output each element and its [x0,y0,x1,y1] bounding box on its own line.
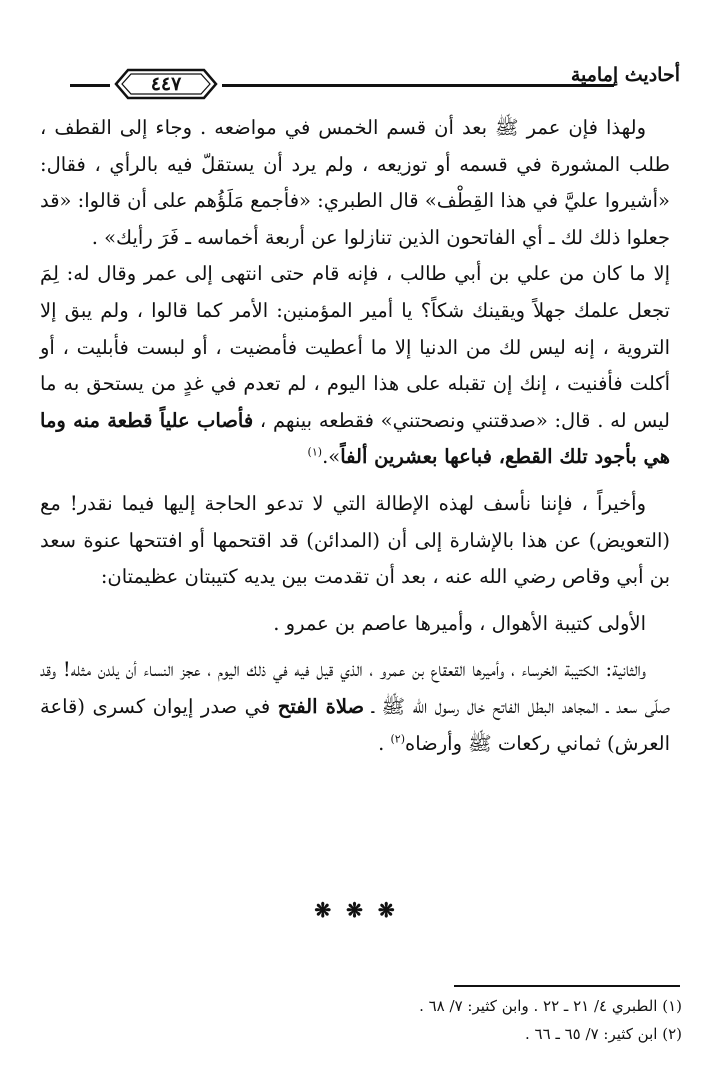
page-header [50,54,680,94]
paragraph-2-end: ». [322,445,341,469]
paragraph-2 [40,256,670,476]
footnote-ref-1: (١) [307,445,323,459]
paragraph-5-end: . [378,731,385,755]
header-rule-left [70,84,110,87]
paragraph-2-text: إلا ما كان من علي بن أبي طالب ، فإنه قام حتى انتهى إلى عمر وقال له: لِمَ تجعل علمك جهلاً ويقينك شكاً؟ يا أمير المؤمنين: الأمر كما قالوا ، ولم يبق إلا التروية ، إنه ليس لك من الدنيا إلا ما أعطيت فأمضيت ، أو لبست فأبليت ، أو أكلت فأفنيت ، إنك إن تقبله على هذا اليوم ، لم تعدم في غدٍ من يستحق به ما ليس له . قال: «صدقتني ونصحتني» فقطعه بينهم ، [40,262,671,432]
main-text [40,110,670,762]
footnotes [40,992,682,1048]
paragraph-5-text-a: والثانية: الكتيبة الخرساء ، وأميرها القعقاع بن عمرو ، الذي قيل فيه في ذلك اليوم ، عجز النساء أن يلدن مثله! وقد صلّى سعد ـ المجاهد البطل الفاتح خال رسول الله ﷺ ـ [40,658,670,718]
paragraph-5-text-b: في صدر إيوان كسرى (قاعة العرش) ثماني ركعات ﷺ وأرضاه [40,694,670,755]
header-rule-right [222,84,614,87]
running-title: أحاديث إمامية [570,64,680,86]
section-separator: ❋ ❋ ❋ [314,898,399,922]
footnote-1: (١) الطبري ٤/ ٢١ ـ ٢٢ . وابن كثير: ٧/ ٦٨ . [419,997,682,1015]
paragraph-5-bold: صلاة الفتح [277,694,365,718]
page-number: ٤٤٧ [150,73,182,95]
paragraph-3: وأخيراً ، فإننا نأسف لهذه الإطالة التي لا تدعو الحاجة إليها فيما نقدر! مع (التعويض) عن هذا بالإشارة إلى أن (المدائن) قد اقتحمها أو افتتحها عنوة سعد بن أبي وقاص رضي الله عنه ، بعد أن تقدمت بين يديه كتيبتان عظيمتان: [40,491,670,589]
footnote-ref-2: (٢) [390,732,406,745]
paragraph-4: الأولى كتيبة الأهوال ، وأميرها عاصم بن عمرو . [273,611,646,635]
footnote-2: (٢) ابن كثير: ٧/ ٦٥ ـ ٦٦ . [525,1025,682,1043]
paragraph-1: ولهذا فإن عمر ﷺ بعد أن قسم الخمس في مواضعه . وجاء إلى القطف ، طلب المشورة في قسمه أو توزيعه ، ولم يرد أن يستقلّ فيه بالرأي ، فقال: «أشيروا عليَّ في هذا القِطْف» قال الطبري: «فأجمع مَلَؤُهم على أن قالوا: «قد جعلوا ذلك لك ـ أي الفاتحون الذين تنازلوا عن أربعة أخماسه ـ فَرَ رأيك» . [40,116,670,249]
footnote-divider [454,985,680,987]
paragraph-5 [40,652,670,762]
paragraph-2-bold: فأصاب علياً قطعة منه وما هي بأجود تلك القطع، فباعها بعشرين ألفاً [40,408,670,469]
